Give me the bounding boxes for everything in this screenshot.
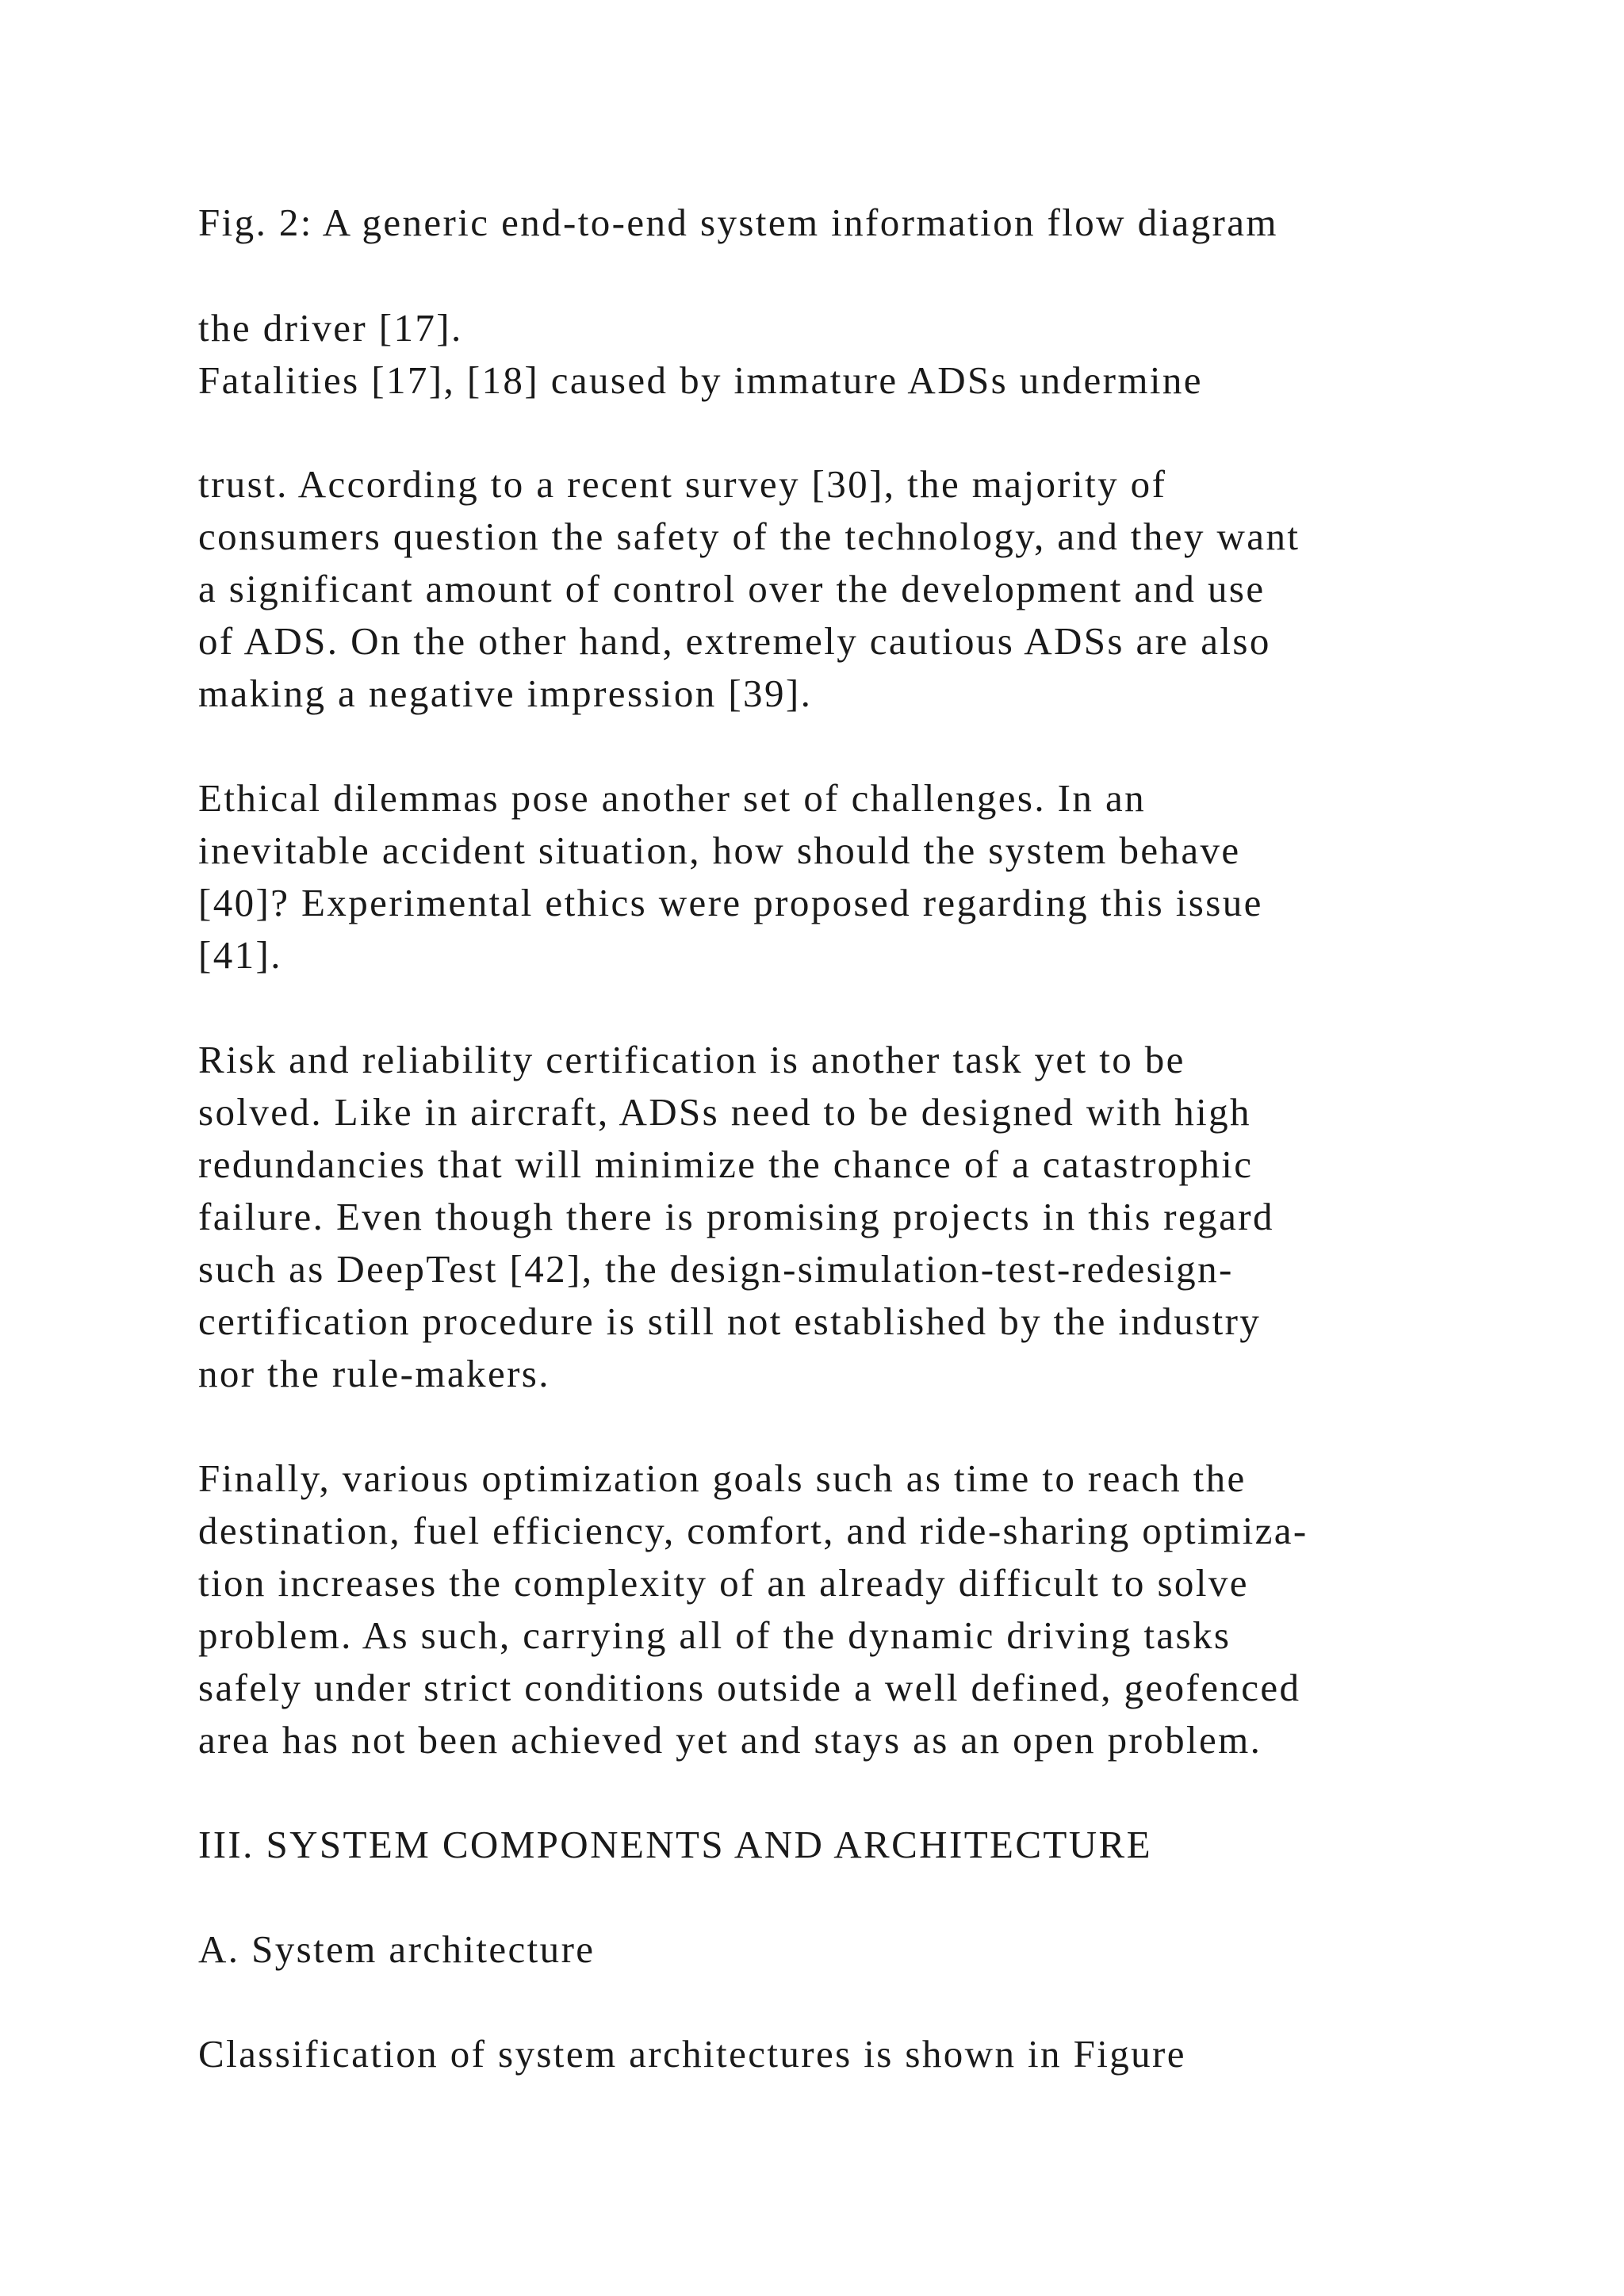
paragraph-line: failure. Even though there is promising projects in this regard — [198, 1195, 1274, 1238]
paragraph-line: consumers question the safety of the technology, and they want — [198, 515, 1300, 558]
paragraph-line: destination, fuel efficiency, comfort, and ride-sharing optimiza- — [198, 1509, 1308, 1552]
paragraph-line: Finally, various optimization goals such as time to reach the — [198, 1456, 1247, 1500]
paragraph-line: solved. Like in aircraft, ADSs need to be designed with high — [198, 1090, 1251, 1134]
paragraph-line: certification procedure is still not established by the industry — [198, 1299, 1262, 1343]
paragraph-line: trust. According to a recent survey [30], the majority of — [198, 462, 1167, 506]
text-fragment: the driver [17]. — [198, 306, 463, 350]
paragraph-line: a significant amount of control over the development and use — [198, 567, 1266, 610]
paragraph-line: [40]? Experimental ethics were proposed regarding this issue — [198, 881, 1263, 924]
paragraph-line: Ethical dilemmas pose another set of challenges. In an — [198, 776, 1146, 820]
paragraph-line: [41]. — [198, 933, 282, 977]
section-heading: III. SYSTEM COMPONENTS AND ARCHITECTURE — [198, 1823, 1152, 1866]
paragraph-line: Risk and reliability certification is another task yet to be — [198, 1038, 1185, 1081]
paragraph-line: area has not been achieved yet and stays as an open problem. — [198, 1718, 1262, 1762]
subsection-heading: A. System architecture — [198, 1927, 596, 1971]
paragraph-line: tion increases the complexity of an already difficult to solve — [198, 1561, 1249, 1605]
text-fragment: Fatalities [17], [18] caused by immature ADSs undermine — [198, 358, 1203, 402]
closing-line: Classification of system architectures is shown in Figure — [198, 2032, 1186, 2076]
paragraph-line: of ADS. On the other hand, extremely cautious ADSs are also — [198, 619, 1271, 663]
paragraph-line: problem. As such, carrying all of the dynamic driving tasks — [198, 1613, 1231, 1657]
paragraph-line: nor the rule-makers. — [198, 1352, 550, 1395]
paragraph-line: such as DeepTest [42], the design-simulation-test-redesign- — [198, 1247, 1234, 1291]
paragraph-line: making a negative impression [39]. — [198, 672, 813, 715]
paragraph-line: redundancies that will minimize the chance of a catastrophic — [198, 1142, 1254, 1186]
paragraph-line: inevitable accident situation, how should the system behave — [198, 828, 1241, 872]
figure-caption: Fig. 2: A generic end-to-end system information flow diagram — [198, 201, 1278, 244]
paragraph-line: safely under strict conditions outside a well defined, geofenced — [198, 1666, 1301, 1709]
